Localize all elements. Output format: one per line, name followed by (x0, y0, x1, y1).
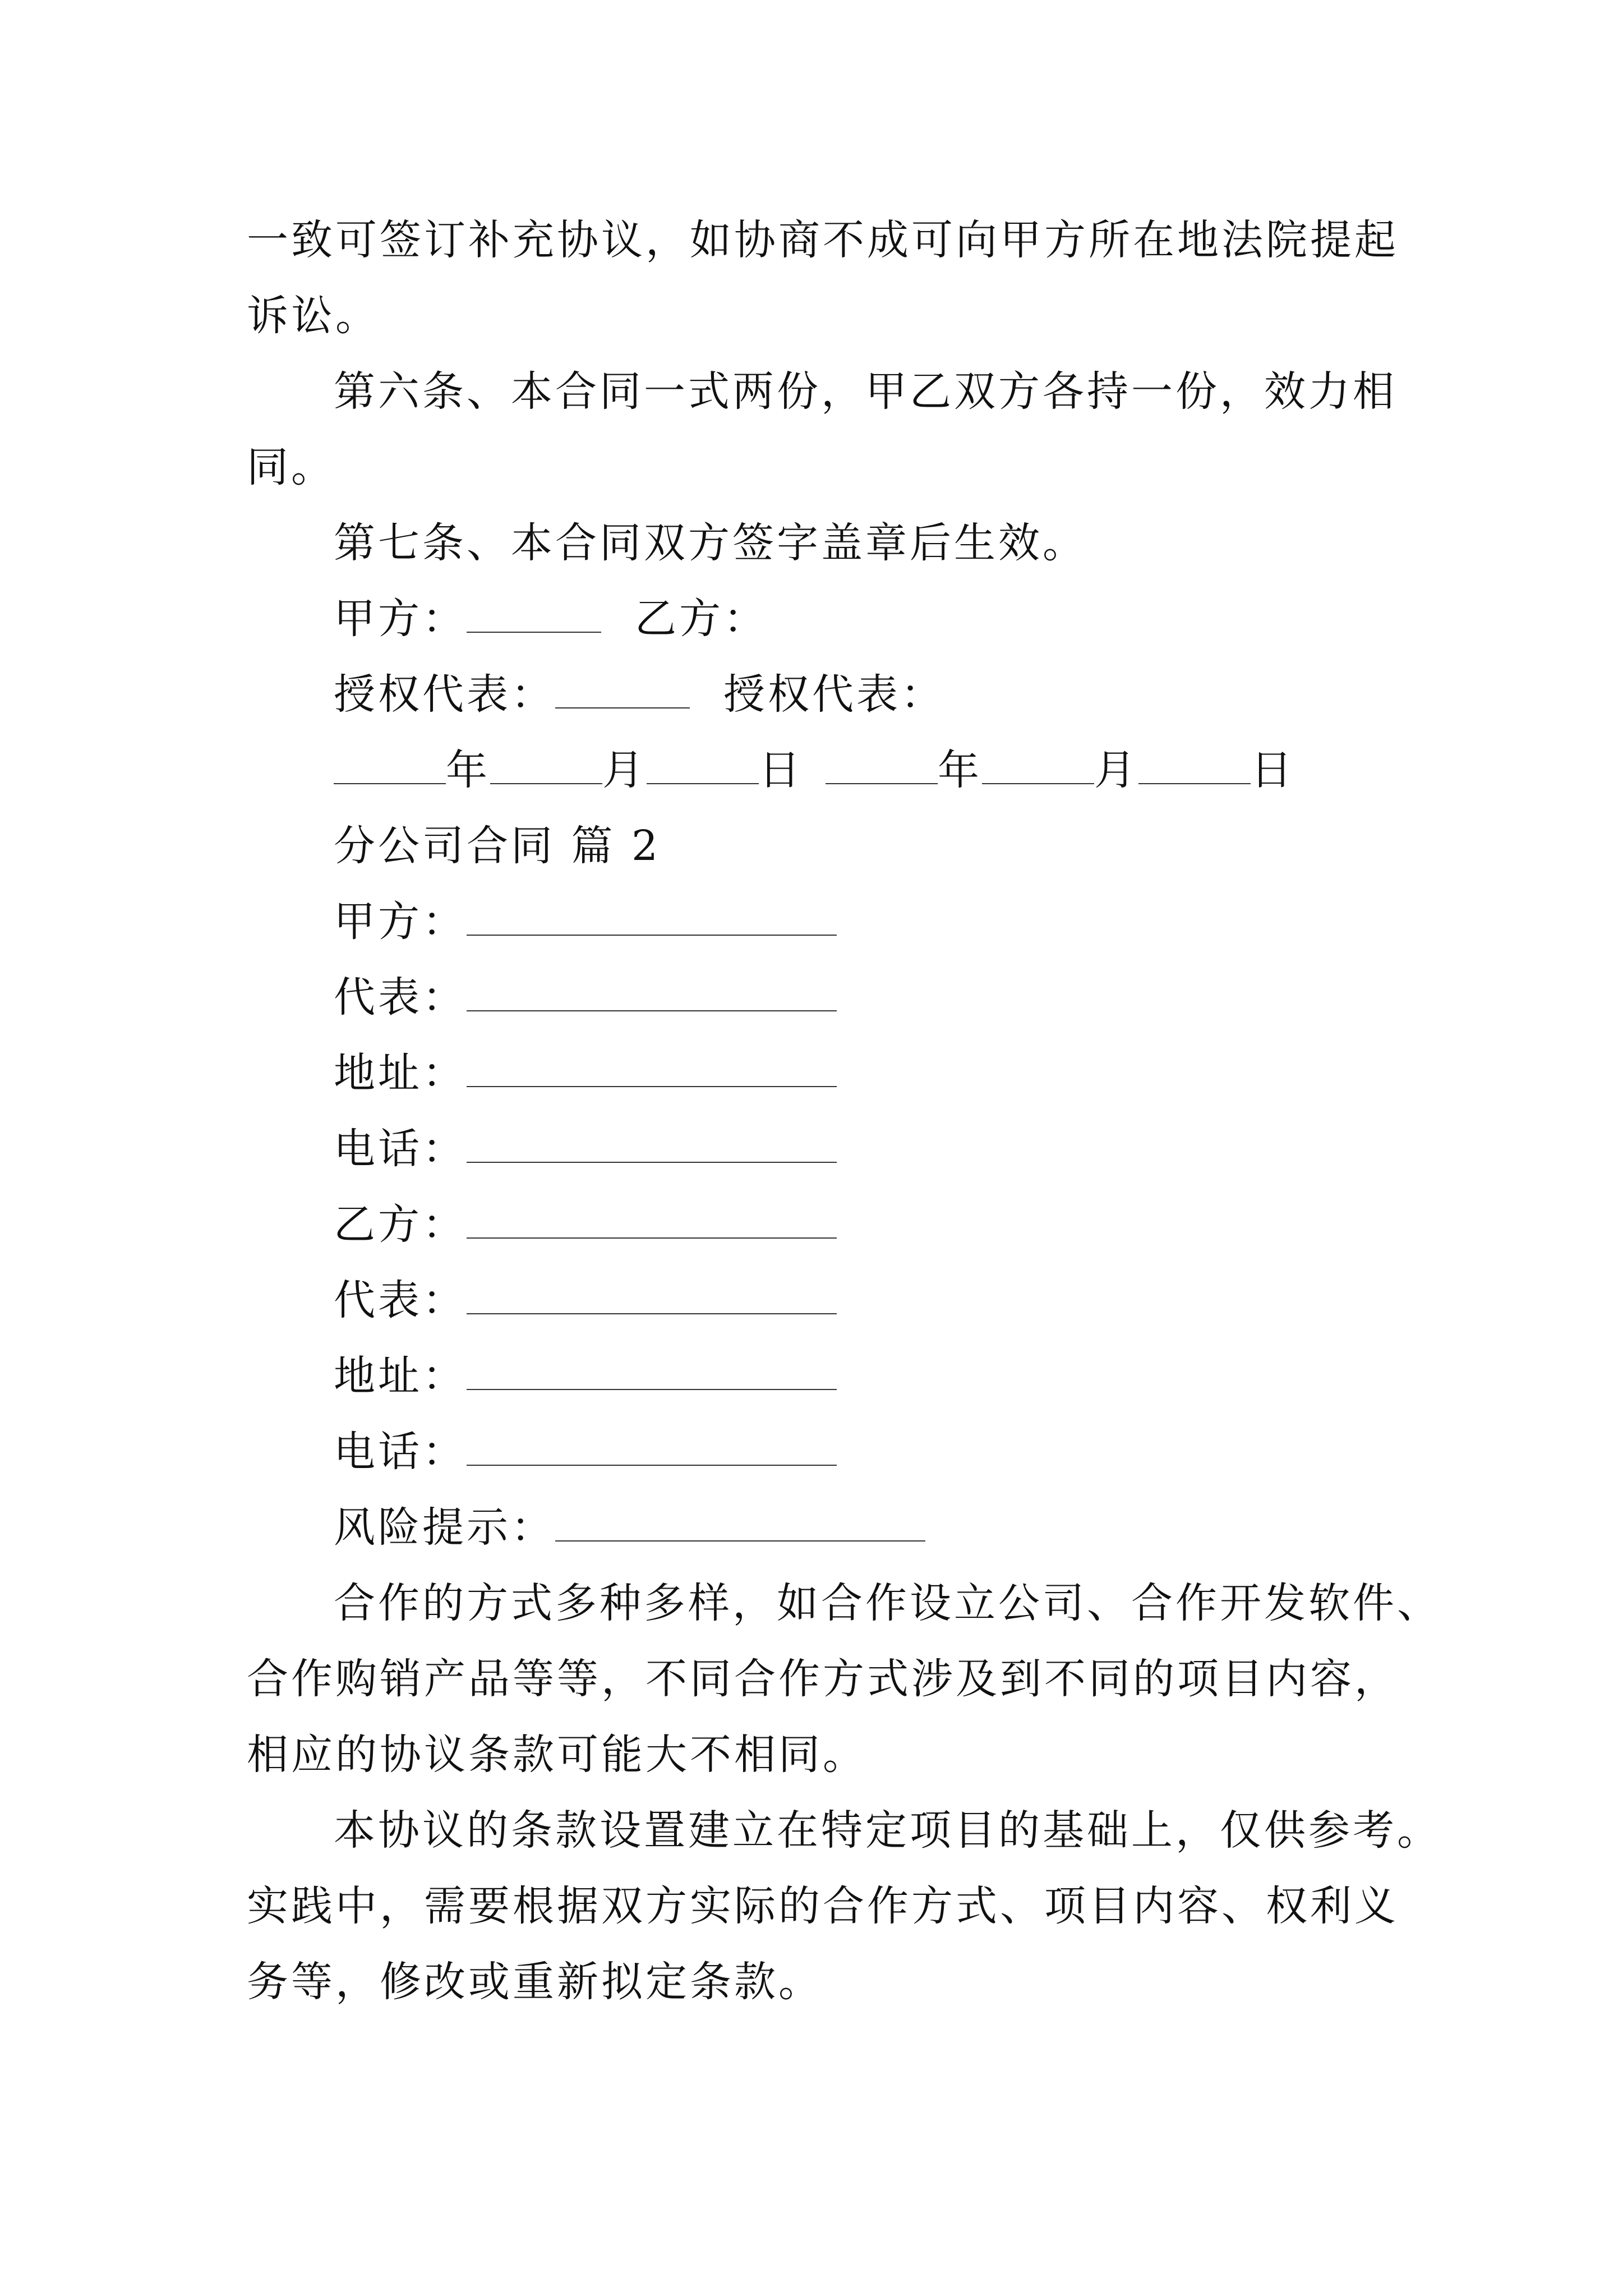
date-blank (490, 747, 602, 784)
paragraph-line: 同。 (247, 443, 335, 491)
form-field (334, 1045, 837, 1101)
field-blank (555, 1504, 925, 1542)
signature-party-row (334, 591, 768, 647)
paragraph-line: 第六条、本合同一式两份，甲乙双方各持一份，效力相 (334, 367, 1397, 416)
field-blank (467, 899, 837, 936)
paragraph-line: 诉讼。 (247, 292, 380, 340)
field-label: 甲方： (334, 898, 467, 946)
field-label: 风险提示： (334, 1503, 555, 1552)
field-label: 代表： (334, 973, 467, 1022)
field-blank (467, 1353, 837, 1390)
field-label: 地址： (334, 1049, 467, 1097)
date-day: 日 (759, 746, 803, 794)
signature-date-row (334, 742, 1295, 798)
field-blank (467, 1050, 837, 1087)
party-a-label: 甲方： (334, 595, 467, 643)
field-label: 电话： (334, 1125, 467, 1173)
date-blank (647, 747, 759, 784)
signature-rep-row (334, 666, 945, 723)
field-blank (467, 1202, 837, 1239)
form-field (334, 1272, 837, 1328)
paragraph-line: 合作购销产品等等，不同合作方式涉及到不同的项目内容， (247, 1655, 1399, 1703)
date-blank (982, 747, 1094, 784)
party-a-blank (467, 596, 601, 633)
paragraph-line: 第七条、本合同双方签字盖章后生效。 (334, 519, 1087, 567)
paragraph-line: 务等，修改或重新拟定条款。 (247, 1958, 823, 2006)
field-blank (467, 1277, 837, 1314)
field-blank (467, 974, 837, 1011)
paragraph-line: 实践中，需要根据双方实际的合作方式、项目内容、权利义 (247, 1882, 1399, 1930)
paragraph-line: 合作的方式多种多样，如合作设立公司、合作开发软件、 (334, 1579, 1441, 1627)
date-day: 日 (1251, 746, 1295, 794)
date-year: 年 (938, 746, 982, 794)
section-number: 篇 2 (571, 822, 661, 870)
form-field (334, 894, 837, 950)
paragraph-line: 一致可签订补充协议，如协商不成可向甲方所在地法院提起 (247, 216, 1399, 264)
date-blank (1138, 747, 1251, 784)
field-blank (467, 1126, 837, 1163)
field-blank (467, 1429, 837, 1466)
field-label: 乙方： (334, 1200, 467, 1249)
form-field (334, 1121, 837, 1177)
form-field (334, 969, 837, 1025)
date-month: 月 (602, 746, 647, 794)
paragraph-line: 本协议的条款设置建立在特定项目的基础上，仅供参考。 (334, 1806, 1441, 1855)
section-heading (334, 818, 661, 874)
date-year: 年 (446, 746, 490, 794)
paragraph-line: 相应的协议条款可能大不相同。 (247, 1731, 867, 1779)
rep-a-label: 授权代表： (334, 670, 555, 719)
form-field (334, 1348, 837, 1404)
date-blank (334, 747, 446, 784)
party-b-label: 乙方： (635, 595, 768, 643)
rep-b-label: 授权代表： (723, 670, 945, 719)
form-field (334, 1499, 925, 1556)
field-label: 地址： (334, 1352, 467, 1400)
field-label: 代表： (334, 1276, 467, 1324)
date-month: 月 (1094, 746, 1138, 794)
form-field (334, 1424, 837, 1480)
rep-a-blank (555, 671, 690, 708)
form-field (334, 1197, 837, 1253)
date-blank (826, 747, 938, 784)
field-label: 电话： (334, 1428, 467, 1476)
section-title: 分公司合同 (334, 822, 555, 870)
